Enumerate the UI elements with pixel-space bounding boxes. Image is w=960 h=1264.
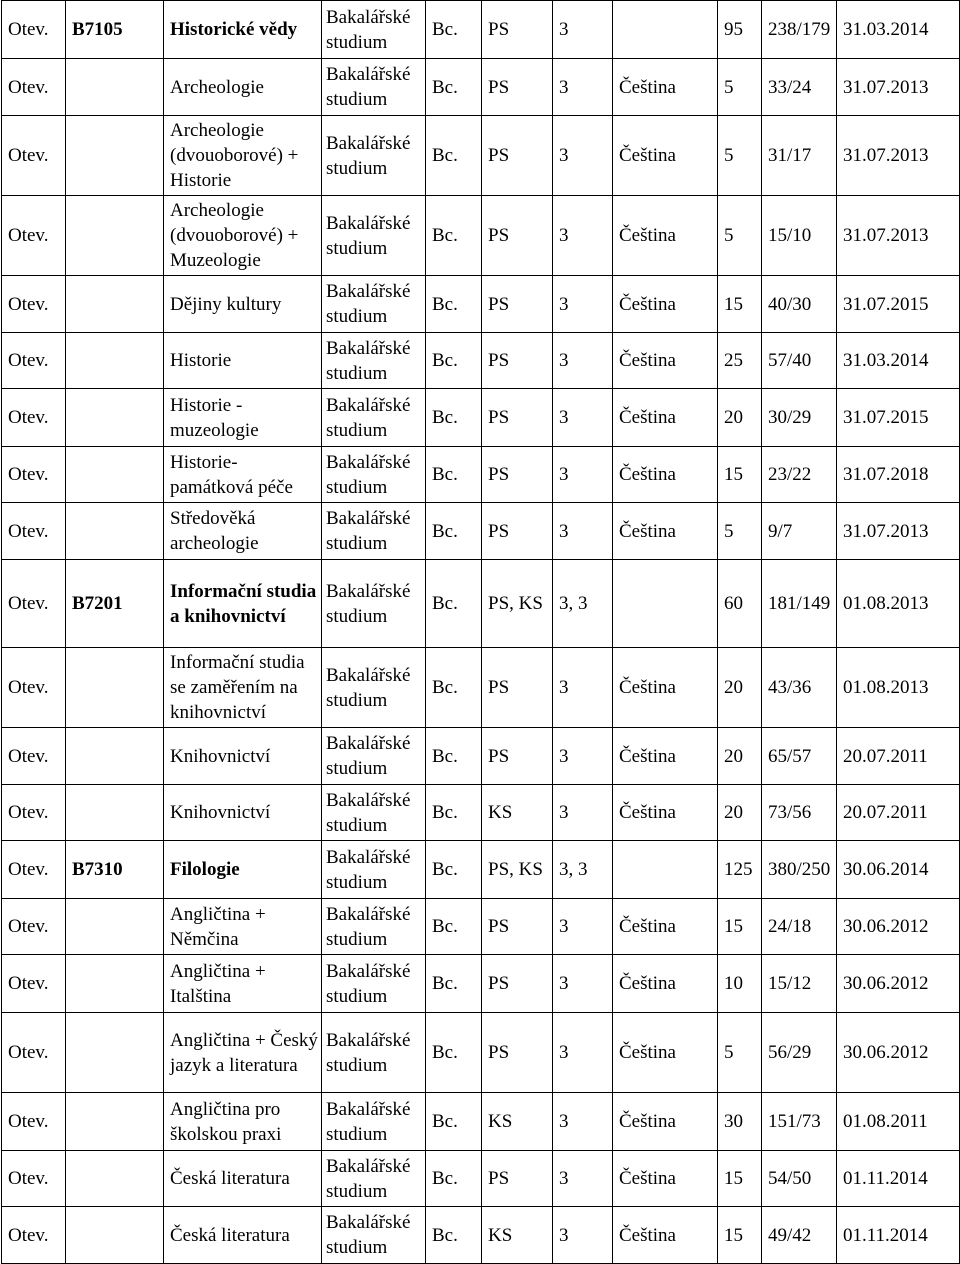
table-row	[2, 899, 960, 955]
years-cell: 3	[553, 116, 613, 196]
table-row	[2, 1207, 960, 1264]
program-code-cell	[66, 333, 164, 389]
table-body	[2, 1, 960, 1264]
capacity-cell: 20	[718, 728, 762, 785]
program-name-cell: Filologie	[164, 841, 322, 899]
deadline-date-cell: 01.08.2013	[837, 560, 960, 648]
deadline-date-cell: 30.06.2012	[837, 1013, 960, 1093]
table-row	[2, 1013, 960, 1093]
program-name-cell: Informační studia a knihovnictví	[164, 560, 322, 648]
program-name-cell: Archeologie	[164, 59, 322, 116]
capacity-cell: 5	[718, 116, 762, 196]
study-form-cell: PS	[482, 648, 553, 728]
deadline-date-cell: 20.07.2011	[837, 785, 960, 841]
applicants-cell: 31/17	[762, 116, 837, 196]
table-row	[2, 116, 960, 196]
study-form-cell: PS	[482, 899, 553, 955]
program-code-cell	[66, 116, 164, 196]
study-type-cell: Bakalářské studium	[322, 59, 426, 116]
status-cell: Otev.	[2, 955, 66, 1013]
status-cell: Otev.	[2, 1, 66, 59]
language-cell: Čeština	[613, 196, 718, 276]
program-name-cell: Angličtina + Český jazyk a literatura	[164, 1013, 322, 1093]
degree-cell: Bc.	[426, 648, 482, 728]
degree-cell: Bc.	[426, 1093, 482, 1151]
study-type-cell: Bakalářské studium	[322, 728, 426, 785]
years-cell: 3, 3	[553, 560, 613, 648]
capacity-cell: 95	[718, 1, 762, 59]
status-cell: Otev.	[2, 560, 66, 648]
program-code-cell	[66, 1207, 164, 1264]
capacity-cell: 15	[718, 899, 762, 955]
years-cell: 3	[553, 1, 613, 59]
study-type-cell: Bakalářské studium	[322, 899, 426, 955]
applicants-cell: 65/57	[762, 728, 837, 785]
program-name-cell: Středověká archeologie	[164, 503, 322, 560]
study-form-cell: PS	[482, 59, 553, 116]
capacity-cell: 15	[718, 1207, 762, 1264]
years-cell: 3	[553, 333, 613, 389]
years-cell: 3	[553, 899, 613, 955]
study-form-cell: PS	[482, 333, 553, 389]
status-cell: Otev.	[2, 196, 66, 276]
program-code-cell	[66, 955, 164, 1013]
status-cell: Otev.	[2, 1013, 66, 1093]
program-name-cell: Archeologie (dvouoborové) + Historie	[164, 116, 322, 196]
status-cell: Otev.	[2, 116, 66, 196]
program-name-cell: Knihovnictví	[164, 728, 322, 785]
deadline-date-cell: 30.06.2012	[837, 955, 960, 1013]
study-type-cell: Bakalářské studium	[322, 841, 426, 899]
years-cell: 3	[553, 785, 613, 841]
program-name-cell: Angličtina + Italština	[164, 955, 322, 1013]
years-cell: 3	[553, 196, 613, 276]
program-code-cell	[66, 447, 164, 503]
study-form-cell: PS	[482, 1013, 553, 1093]
study-form-cell: PS	[482, 503, 553, 560]
table-row	[2, 728, 960, 785]
deadline-date-cell: 31.07.2013	[837, 116, 960, 196]
study-form-cell: KS	[482, 785, 553, 841]
years-cell: 3	[553, 955, 613, 1013]
study-form-cell: PS	[482, 1, 553, 59]
deadline-date-cell: 31.07.2013	[837, 59, 960, 116]
study-type-cell: Bakalářské studium	[322, 196, 426, 276]
applicants-cell: 54/50	[762, 1151, 837, 1207]
deadline-date-cell: 31.07.2018	[837, 447, 960, 503]
degree-cell: Bc.	[426, 196, 482, 276]
capacity-cell: 125	[718, 841, 762, 899]
table-row	[2, 333, 960, 389]
applicants-cell: 30/29	[762, 389, 837, 447]
status-cell: Otev.	[2, 1093, 66, 1151]
table-row	[2, 560, 960, 648]
capacity-cell: 5	[718, 503, 762, 560]
study-form-cell: PS, KS	[482, 841, 553, 899]
language-cell: Čeština	[613, 116, 718, 196]
table-row	[2, 648, 960, 728]
program-name-cell: Informační studia se zaměřením na knihovnictví	[164, 648, 322, 728]
capacity-cell: 20	[718, 648, 762, 728]
table-row	[2, 955, 960, 1013]
applicants-cell: 49/42	[762, 1207, 837, 1264]
study-form-cell: PS	[482, 389, 553, 447]
study-form-cell: PS	[482, 955, 553, 1013]
capacity-cell: 5	[718, 1013, 762, 1093]
study-type-cell: Bakalářské studium	[322, 389, 426, 447]
study-form-cell: PS	[482, 196, 553, 276]
study-form-cell: PS	[482, 728, 553, 785]
program-name-cell: Historie- památková péče	[164, 447, 322, 503]
table-row	[2, 1093, 960, 1151]
years-cell: 3	[553, 1151, 613, 1207]
study-type-cell: Bakalářské studium	[322, 1, 426, 59]
applicants-cell: 15/12	[762, 955, 837, 1013]
language-cell: Čeština	[613, 1207, 718, 1264]
program-code-cell	[66, 503, 164, 560]
table-row	[2, 503, 960, 560]
study-type-cell: Bakalářské studium	[322, 116, 426, 196]
study-type-cell: Bakalářské studium	[322, 503, 426, 560]
capacity-cell: 60	[718, 560, 762, 648]
program-code-cell: B7201	[66, 560, 164, 648]
status-cell: Otev.	[2, 447, 66, 503]
study-type-cell: Bakalářské studium	[322, 1013, 426, 1093]
deadline-date-cell: 31.07.2015	[837, 389, 960, 447]
table-row	[2, 785, 960, 841]
table-row	[2, 59, 960, 116]
table-row	[2, 841, 960, 899]
table-row	[2, 196, 960, 276]
degree-cell: Bc.	[426, 841, 482, 899]
capacity-cell: 15	[718, 276, 762, 333]
capacity-cell: 5	[718, 196, 762, 276]
degree-cell: Bc.	[426, 276, 482, 333]
degree-cell: Bc.	[426, 728, 482, 785]
capacity-cell: 10	[718, 955, 762, 1013]
language-cell: Čeština	[613, 389, 718, 447]
status-cell: Otev.	[2, 841, 66, 899]
applicants-cell: 238/179	[762, 1, 837, 59]
degree-cell: Bc.	[426, 955, 482, 1013]
study-type-cell: Bakalářské studium	[322, 785, 426, 841]
applicants-cell: 15/10	[762, 196, 837, 276]
program-name-cell: Archeologie (dvouoborové) + Muzeologie	[164, 196, 322, 276]
degree-cell: Bc.	[426, 389, 482, 447]
language-cell: Čeština	[613, 59, 718, 116]
program-code-cell	[66, 196, 164, 276]
language-cell: Čeština	[613, 1151, 718, 1207]
deadline-date-cell: 31.07.2013	[837, 196, 960, 276]
status-cell: Otev.	[2, 728, 66, 785]
status-cell: Otev.	[2, 648, 66, 728]
applicants-cell: 73/56	[762, 785, 837, 841]
deadline-date-cell: 31.07.2013	[837, 503, 960, 560]
status-cell: Otev.	[2, 389, 66, 447]
program-code-cell: B7105	[66, 1, 164, 59]
degree-cell: Bc.	[426, 1151, 482, 1207]
program-code-cell: B7310	[66, 841, 164, 899]
language-cell: Čeština	[613, 899, 718, 955]
program-name-cell: Česká literatura	[164, 1207, 322, 1264]
applicants-cell: 40/30	[762, 276, 837, 333]
program-name-cell: Knihovnictví	[164, 785, 322, 841]
program-code-cell	[66, 785, 164, 841]
years-cell: 3	[553, 728, 613, 785]
study-type-cell: Bakalářské studium	[322, 560, 426, 648]
applicants-cell: 33/24	[762, 59, 837, 116]
capacity-cell: 15	[718, 447, 762, 503]
program-code-cell	[66, 1013, 164, 1093]
deadline-date-cell: 30.06.2014	[837, 841, 960, 899]
years-cell: 3	[553, 276, 613, 333]
language-cell	[613, 1, 718, 59]
program-code-cell	[66, 648, 164, 728]
program-name-cell: Historické vědy	[164, 1, 322, 59]
deadline-date-cell: 01.08.2011	[837, 1093, 960, 1151]
language-cell: Čeština	[613, 648, 718, 728]
program-name-cell: Česká literatura	[164, 1151, 322, 1207]
degree-cell: Bc.	[426, 116, 482, 196]
capacity-cell: 20	[718, 785, 762, 841]
applicants-cell: 57/40	[762, 333, 837, 389]
language-cell: Čeština	[613, 503, 718, 560]
program-code-cell	[66, 728, 164, 785]
applicants-cell: 181/149	[762, 560, 837, 648]
status-cell: Otev.	[2, 276, 66, 333]
language-cell: Čeština	[613, 1013, 718, 1093]
degree-cell: Bc.	[426, 560, 482, 648]
program-name-cell: Dějiny kultury	[164, 276, 322, 333]
years-cell: 3	[553, 447, 613, 503]
study-type-cell: Bakalářské studium	[322, 648, 426, 728]
language-cell: Čeština	[613, 785, 718, 841]
language-cell: Čeština	[613, 728, 718, 785]
status-cell: Otev.	[2, 59, 66, 116]
study-form-cell: KS	[482, 1207, 553, 1264]
deadline-date-cell: 20.07.2011	[837, 728, 960, 785]
years-cell: 3	[553, 648, 613, 728]
language-cell: Čeština	[613, 333, 718, 389]
program-code-cell	[66, 1093, 164, 1151]
deadline-date-cell: 01.08.2013	[837, 648, 960, 728]
language-cell: Čeština	[613, 447, 718, 503]
years-cell: 3, 3	[553, 841, 613, 899]
years-cell: 3	[553, 59, 613, 116]
deadline-date-cell: 31.07.2015	[837, 276, 960, 333]
study-form-cell: PS, KS	[482, 560, 553, 648]
applicants-cell: 9/7	[762, 503, 837, 560]
language-cell: Čeština	[613, 276, 718, 333]
program-name-cell: Angličtina + Němčina	[164, 899, 322, 955]
table-row	[2, 1151, 960, 1207]
applicants-cell: 43/36	[762, 648, 837, 728]
language-cell	[613, 841, 718, 899]
status-cell: Otev.	[2, 333, 66, 389]
capacity-cell: 5	[718, 59, 762, 116]
deadline-date-cell: 30.06.2012	[837, 899, 960, 955]
degree-cell: Bc.	[426, 1, 482, 59]
study-form-cell: KS	[482, 1093, 553, 1151]
study-type-cell: Bakalářské studium	[322, 1093, 426, 1151]
capacity-cell: 20	[718, 389, 762, 447]
study-type-cell: Bakalářské studium	[322, 1151, 426, 1207]
deadline-date-cell: 01.11.2014	[837, 1207, 960, 1264]
capacity-cell: 30	[718, 1093, 762, 1151]
years-cell: 3	[553, 1093, 613, 1151]
capacity-cell: 15	[718, 1151, 762, 1207]
table-row	[2, 1, 960, 59]
program-name-cell: Historie - muzeologie	[164, 389, 322, 447]
program-code-cell	[66, 59, 164, 116]
study-form-cell: PS	[482, 116, 553, 196]
degree-cell: Bc.	[426, 333, 482, 389]
status-cell: Otev.	[2, 503, 66, 560]
program-code-cell	[66, 276, 164, 333]
status-cell: Otev.	[2, 1207, 66, 1264]
study-form-cell: PS	[482, 1151, 553, 1207]
years-cell: 3	[553, 503, 613, 560]
degree-cell: Bc.	[426, 1013, 482, 1093]
degree-cell: Bc.	[426, 447, 482, 503]
language-cell: Čeština	[613, 1093, 718, 1151]
applicants-cell: 23/22	[762, 447, 837, 503]
program-name-cell: Angličtina pro školskou praxi	[164, 1093, 322, 1151]
status-cell: Otev.	[2, 899, 66, 955]
capacity-cell: 25	[718, 333, 762, 389]
deadline-date-cell: 31.03.2014	[837, 1, 960, 59]
status-cell: Otev.	[2, 1151, 66, 1207]
degree-cell: Bc.	[426, 1207, 482, 1264]
study-programs-table	[1, 0, 960, 1264]
applicants-cell: 24/18	[762, 899, 837, 955]
degree-cell: Bc.	[426, 785, 482, 841]
study-type-cell: Bakalářské studium	[322, 276, 426, 333]
years-cell: 3	[553, 1207, 613, 1264]
study-type-cell: Bakalářské studium	[322, 333, 426, 389]
degree-cell: Bc.	[426, 59, 482, 116]
deadline-date-cell: 31.03.2014	[837, 333, 960, 389]
deadline-date-cell: 01.11.2014	[837, 1151, 960, 1207]
study-form-cell: PS	[482, 276, 553, 333]
applicants-cell: 151/73	[762, 1093, 837, 1151]
study-type-cell: Bakalářské studium	[322, 955, 426, 1013]
degree-cell: Bc.	[426, 899, 482, 955]
language-cell: Čeština	[613, 955, 718, 1013]
program-code-cell	[66, 389, 164, 447]
years-cell: 3	[553, 1013, 613, 1093]
program-code-cell	[66, 1151, 164, 1207]
applicants-cell: 380/250	[762, 841, 837, 899]
table-row	[2, 389, 960, 447]
study-form-cell: PS	[482, 447, 553, 503]
program-name-cell: Historie	[164, 333, 322, 389]
table-row	[2, 276, 960, 333]
study-type-cell: Bakalářské studium	[322, 1207, 426, 1264]
years-cell: 3	[553, 389, 613, 447]
study-type-cell: Bakalářské studium	[322, 447, 426, 503]
program-code-cell	[66, 899, 164, 955]
language-cell	[613, 560, 718, 648]
status-cell: Otev.	[2, 785, 66, 841]
applicants-cell: 56/29	[762, 1013, 837, 1093]
table-row	[2, 447, 960, 503]
degree-cell: Bc.	[426, 503, 482, 560]
